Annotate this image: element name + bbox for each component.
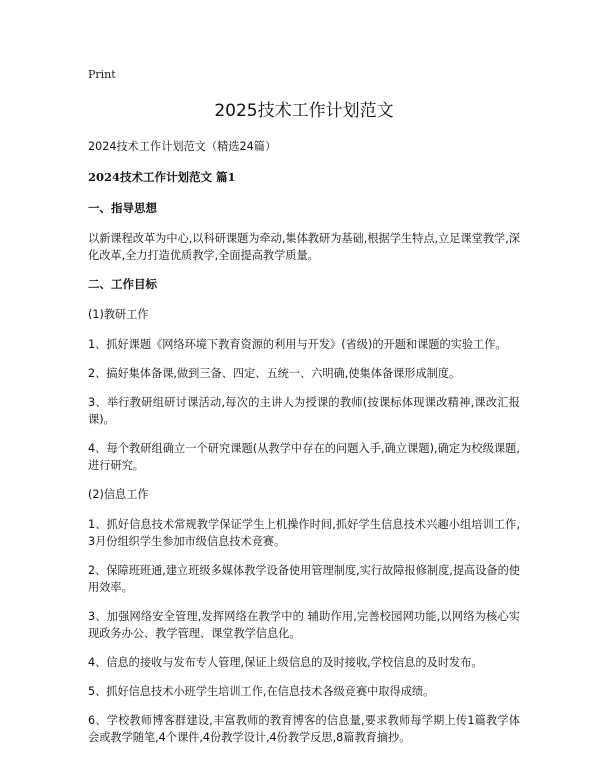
print-link[interactable]: Print [88, 68, 116, 81]
document-page [88, 68, 520, 758]
info-item: 6、学校教师博客群建设,丰富教师的教育博客的信息量,要求教师每学期上传1篇教学体会或教学随笔,4个课件,4份教学设计,4份教学反思,8篇教育摘抄。 [88, 714, 520, 744]
info-work-label: (2)信息工作 [88, 488, 149, 501]
document-subtitle: 2024技术工作计划范文（精选24篇） [88, 140, 277, 153]
heading-guiding-ideology: 一、指导思想 [88, 201, 157, 215]
info-item: 1、抓好信息技术常规教学保证学生上机操作时间,抓好学生信息技术兴趣小组培训工作,3月份组织学生参加市级信息技术竞赛。 [88, 518, 520, 548]
info-item: 2、保障班班通,建立班级多媒体教学设备使用管理制度,实行故障报修制度,提高设备的使用效率。 [88, 564, 520, 594]
info-item: 5、抓好信息技术小班学生培训工作,在信息技术各级竞赛中取得成绩。 [88, 685, 435, 698]
info-item: 3、加强网络安全管理,发挥网络在教学中的 辅助作用,完善校园网功能,以网络为核心实现政务办公、教学管理、课堂教学信息化。 [88, 610, 520, 640]
research-work-label: (1)教研工作 [88, 308, 149, 321]
guiding-paragraph: 以新课程改革为中心,以科研课题为牵动,集体教研为基础,根据学生特点,立足课堂教学,深化改革,全力打造优质教学,全面提高教学质量。 [88, 232, 520, 262]
document-title: 2025技术工作计划范文 [214, 101, 394, 121]
research-item: 3、举行教研组研讨课活动,每次的主讲人为授课的教师(按课标体现课改精神,课改汇报课)。 [88, 396, 520, 426]
info-item: 4、信息的接收与发布专人管理,保证上级信息的及时接收,学校信息的及时发布。 [88, 656, 483, 669]
heading-work-goals: 二、工作目标 [88, 277, 157, 291]
research-item: 1、抓好课题《网络环境下教育资源的利用与开发》(省级)的开题和课题的实验工作。 [88, 338, 507, 351]
research-item: 4、每个教研组确立一个研究课题(从教学中存在的问题入手,确立课题),确定为校级课题,进行研究。 [88, 442, 520, 472]
section-title: 2024技术工作计划范文 篇1 [88, 170, 236, 184]
research-item: 2、搞好集体备课,做到三备、四定、五统一、六明确,使集体备课形成制度。 [88, 367, 461, 380]
